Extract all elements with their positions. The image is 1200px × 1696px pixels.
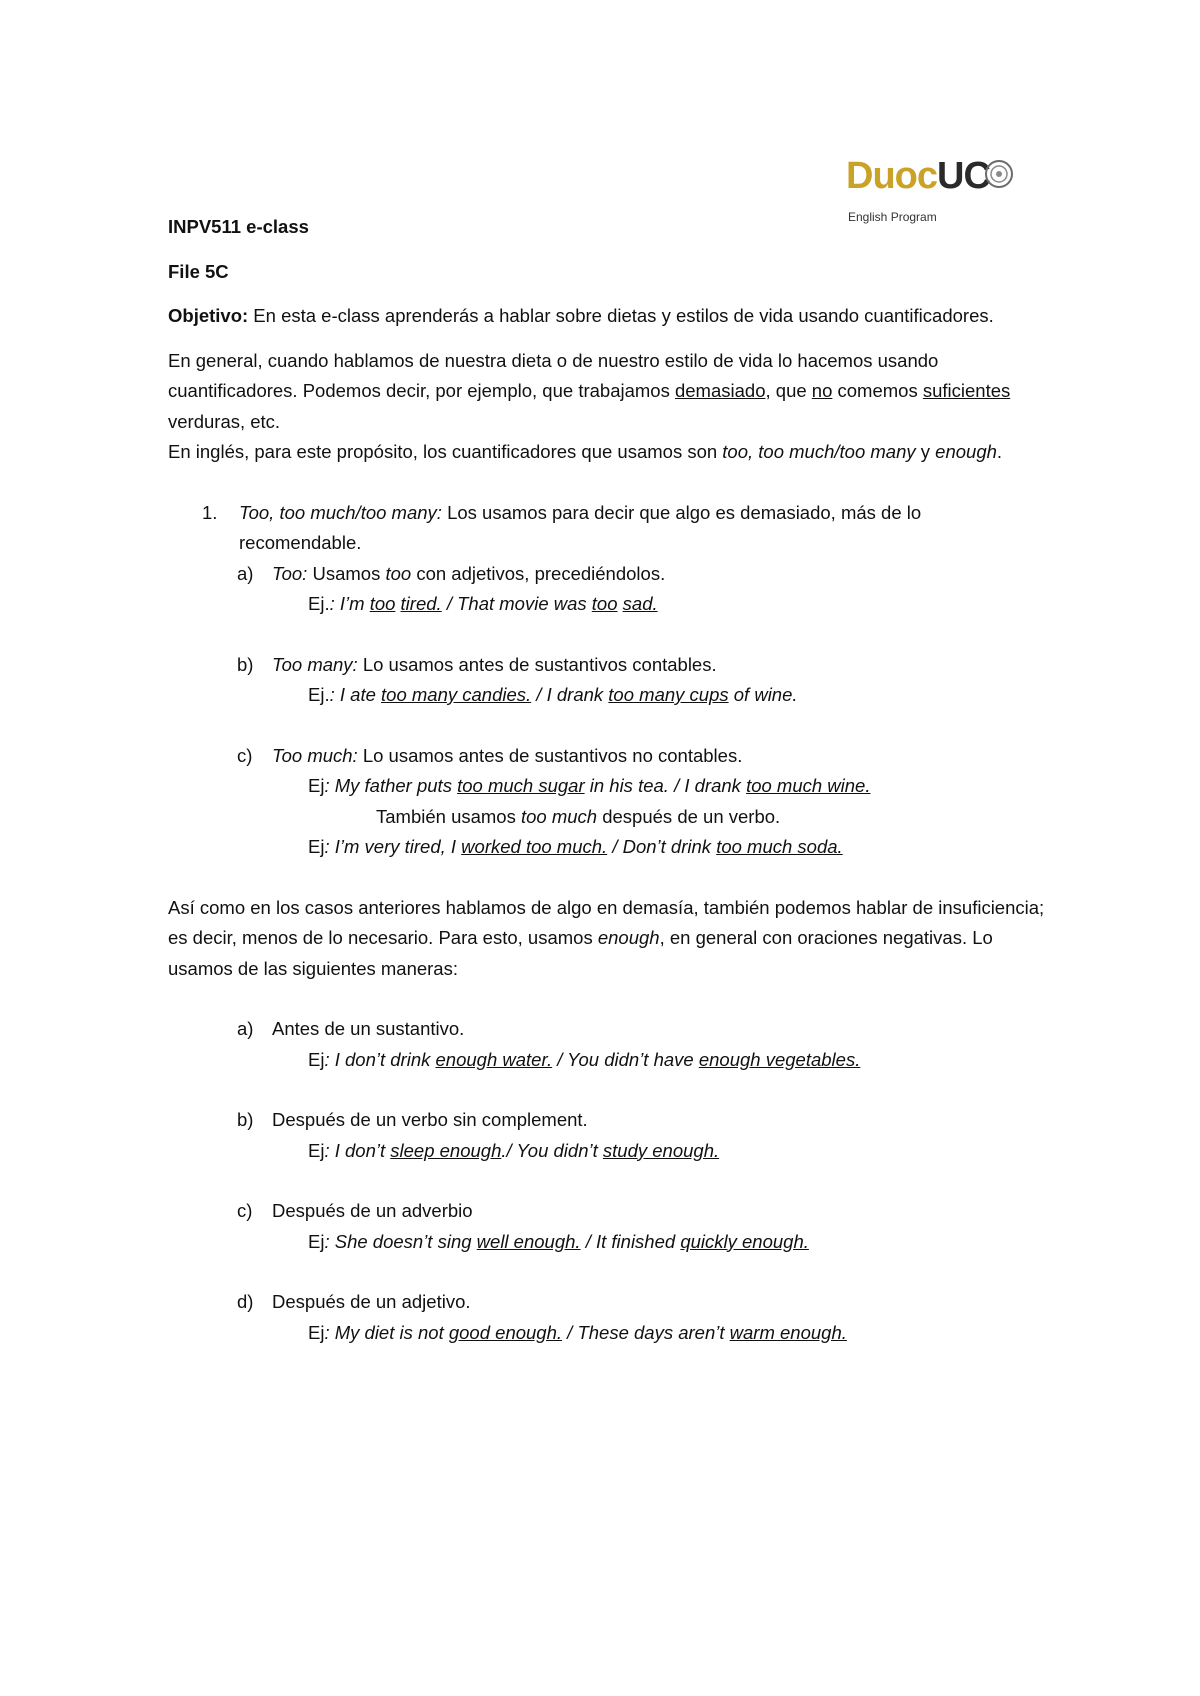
section-1-heading: 1. Too, too much/too many: Los usamos para decir que algo es demasiado, más de lo recomendable. bbox=[202, 501, 922, 553]
logo-wordmark: DuocUC bbox=[846, 155, 990, 197]
list-item-too-much: c) Too much: Lo usamos antes de sustantivos no contables. bbox=[237, 744, 743, 766]
list-item-before-noun: a) Antes de un sustantivo. bbox=[237, 1018, 465, 1039]
list-item-after-verb: b) Después de un verbo sin complement. bbox=[237, 1109, 588, 1130]
example-too: Ej.: I’m too tired. / That movie was too sad. bbox=[308, 593, 658, 614]
note-too-much-verb: También usamos too much después de un verbo. bbox=[376, 805, 781, 827]
intro-quantifiers: En inglés, para este propósito, los cuantificadores que usamos son too, too much/too many y enough. bbox=[168, 441, 1003, 462]
objective: Objetivo: En esta e-class aprenderás a hablar sobre dietas y estilos de vida usando cuantificadores. bbox=[168, 305, 994, 326]
logo-subtitle: English Program bbox=[848, 210, 937, 224]
list-item-too: a) Too: Usamos too con adjetivos, precediéndolos. bbox=[237, 562, 666, 584]
course-code: INPV511 e-class bbox=[168, 216, 309, 237]
example-after-verb: Ej: I don’t sleep enough./ You didn’t study enough. bbox=[308, 1139, 720, 1161]
enough-paragraph: Así como en los casos anteriores hablamos de algo en demasía, también podemos hablar de insuficiencia; es decir, menos de lo necesario. Para esto, usamos enough, en general con oraciones negativas. Lo usamos de las siguientes maneras: bbox=[168, 896, 1045, 979]
list-item-after-adjective: d) Después de un adjetivo. bbox=[237, 1291, 471, 1312]
seal-icon bbox=[984, 159, 1014, 189]
example-too-much: Ej: My father puts too much sugar in his tea. / I drank too much wine. bbox=[308, 775, 871, 796]
example-before-noun: Ej: I don’t drink enough water. / You didn’t have enough vegetables. bbox=[308, 1048, 861, 1070]
example-after-adjective: Ej: My diet is not good enough. / These days aren’t warm enough. bbox=[308, 1321, 847, 1343]
intro-paragraph: En general, cuando hablamos de nuestra dieta o de nuestro estilo de vida lo hacemos usando cuantificadores. Podemos decir, por ejemplo, que trabajamos demasiado, que no comemos suficientes verduras, etc. bbox=[168, 349, 1011, 432]
list-item-too-many: b) Too many: Lo usamos antes de sustantivos contables. bbox=[237, 653, 717, 675]
example-after-adverb: Ej: She doesn’t sing well enough. / It finished quickly enough. bbox=[308, 1230, 809, 1252]
example-too-much-verb: Ej: I’m very tired, I worked too much. / Don’t drink too much soda. bbox=[308, 836, 843, 857]
document-body bbox=[168, 212, 1048, 1348]
example-too-many: Ej.: I ate too many candies. / I drank too many cups of wine. bbox=[308, 684, 798, 705]
file-title: File 5C bbox=[168, 260, 229, 282]
list-item-after-adverb: c) Después de un adverbio bbox=[237, 1200, 473, 1221]
